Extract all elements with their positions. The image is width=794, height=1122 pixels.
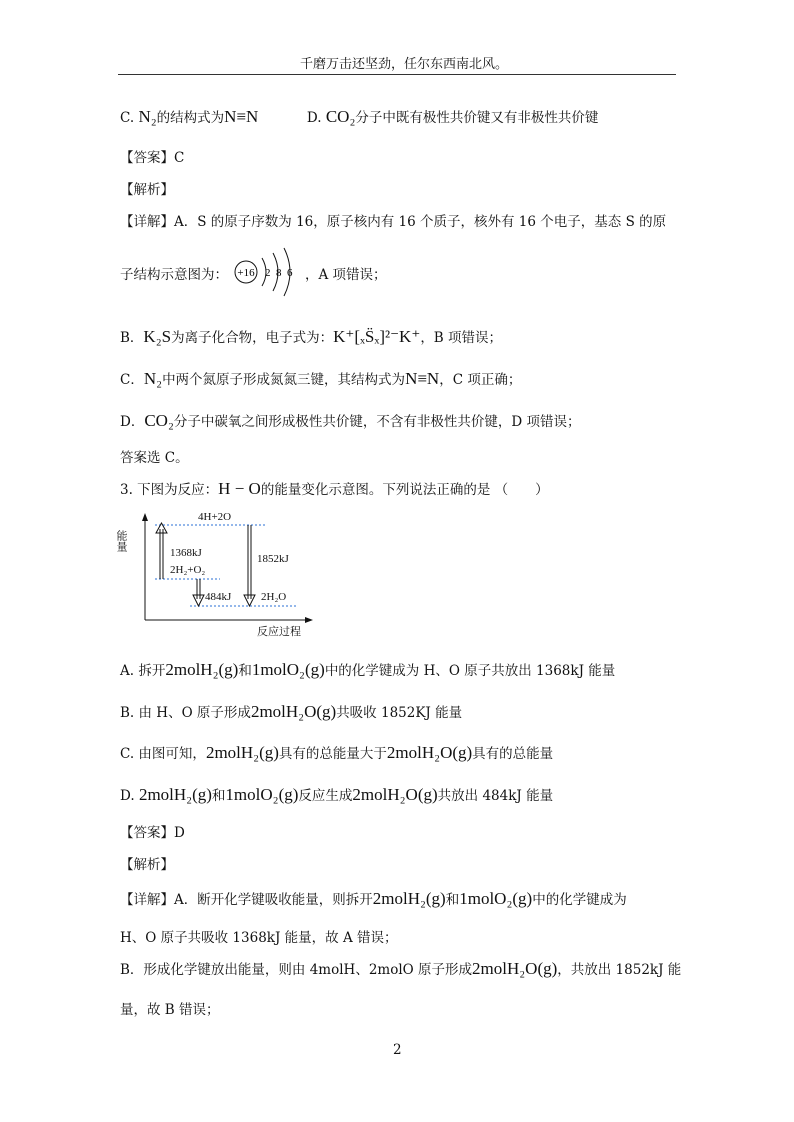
q2-options-row: C. N₂的结构式为N≡N D. CO₂分子中既有极性共价键又有非极性共价键 bbox=[120, 107, 599, 126]
mid-level-label: 2H₂+O₂ bbox=[170, 564, 206, 576]
arrow-diff-label: 484kJ bbox=[205, 591, 232, 603]
page-number: 2 bbox=[393, 1042, 402, 1058]
answer-q2: 【答案】C bbox=[120, 150, 185, 166]
detail-q3-b-line2: 量，故 B 错误； bbox=[120, 1002, 220, 1018]
top-level-label: 4H+2O bbox=[198, 511, 232, 523]
detail-q2-a-line2-suffix: ，A 项错误； bbox=[305, 267, 387, 283]
header-motto: 千磨万击还坚劲，任尔东西南北风。 bbox=[300, 57, 509, 72]
detail-q2-b: B．K₂S为离子化合物，电子式为：K⁺[ₓS̈ₓ]²⁻K⁺，B 项错误； bbox=[120, 327, 503, 346]
analysis-heading-q3: 【解析】 bbox=[120, 857, 174, 873]
q3-option-d: D. 2molH₂(g)和1molO₂(g)反应生成2molH₂O(g)共放出 484kJ 能量 bbox=[120, 785, 554, 804]
y-axis-label: 能量 bbox=[115, 530, 127, 552]
detail-q2-conclusion: 答案选 C。 bbox=[120, 450, 189, 466]
nucleus-charge: +16 bbox=[237, 267, 255, 279]
q3-stem: 3. 下图为反应：H − O的能量变化示意图。下列说法正确的是 （ ） bbox=[120, 479, 549, 498]
detail-q3-a-line2: H、O 原子共吸收 1368kJ 能量，故 A 错误； bbox=[120, 930, 398, 946]
q3-option-c: C. 由图可知，2molH₂(g)具有的总能量大于2molH₂O(g)具有的总能量 bbox=[120, 743, 554, 762]
detail-q2-d: D．CO₂分子中碳氧之间形成极性共价键，不含有非极性共价键，D 项错误； bbox=[120, 411, 581, 430]
detail-q2-c: C．N₂中两个氮原子形成氮氮三键，其结构式为N≡N，C 项正确； bbox=[120, 369, 522, 388]
detail-q2-a-line2-prefix: 子结构示意图为： bbox=[120, 267, 228, 283]
energy-level-diagram bbox=[115, 505, 315, 640]
arrow-up-label: 1368kJ bbox=[170, 547, 202, 559]
arrow-total-label: 1852kJ bbox=[257, 553, 289, 565]
q3-option-b: B. 由 H、O 原子形成2molH₂O(g)共吸收 1852KJ 能量 bbox=[120, 702, 463, 721]
shell-2-electrons: 8 bbox=[276, 267, 282, 279]
shell-3-electrons: 6 bbox=[287, 267, 293, 279]
detail-q3-b-line1: B．形成化学键放出能量，则由 4molH、2molO 原子形成2molH₂O(g)，共放出 1852kJ 能 bbox=[120, 959, 682, 978]
x-axis-label: 反应过程 bbox=[257, 626, 301, 638]
k2s-electron-formula: K⁺[ₓS̈ₓ]²⁻K⁺ bbox=[333, 327, 421, 346]
answer-q3: 【答案】D bbox=[120, 825, 185, 841]
q3-option-a: A. 拆开2molH₂(g)和1molO₂(g)中的化学键成为 H、O 原子共放出 1368kJ 能量 bbox=[120, 660, 616, 679]
analysis-heading-q2: 【解析】 bbox=[120, 182, 174, 198]
detail-q3-a-line1: 【详解】A．断开化学键吸收能量，则拆开2molH₂(g)和1molO₂(g)中的化学键成为 bbox=[120, 889, 627, 908]
header-divider bbox=[118, 74, 676, 75]
sulfur-atom-structure-diagram bbox=[232, 244, 302, 300]
bottom-level-label: 2H₂O bbox=[261, 591, 287, 603]
detail-q2-a-line1: 【详解】A．S 的原子序数为 16，原子核内有 16 个质子，核外有 16 个电子，基态 S 的原 bbox=[120, 214, 667, 230]
shell-1-electrons: 2 bbox=[265, 267, 271, 279]
